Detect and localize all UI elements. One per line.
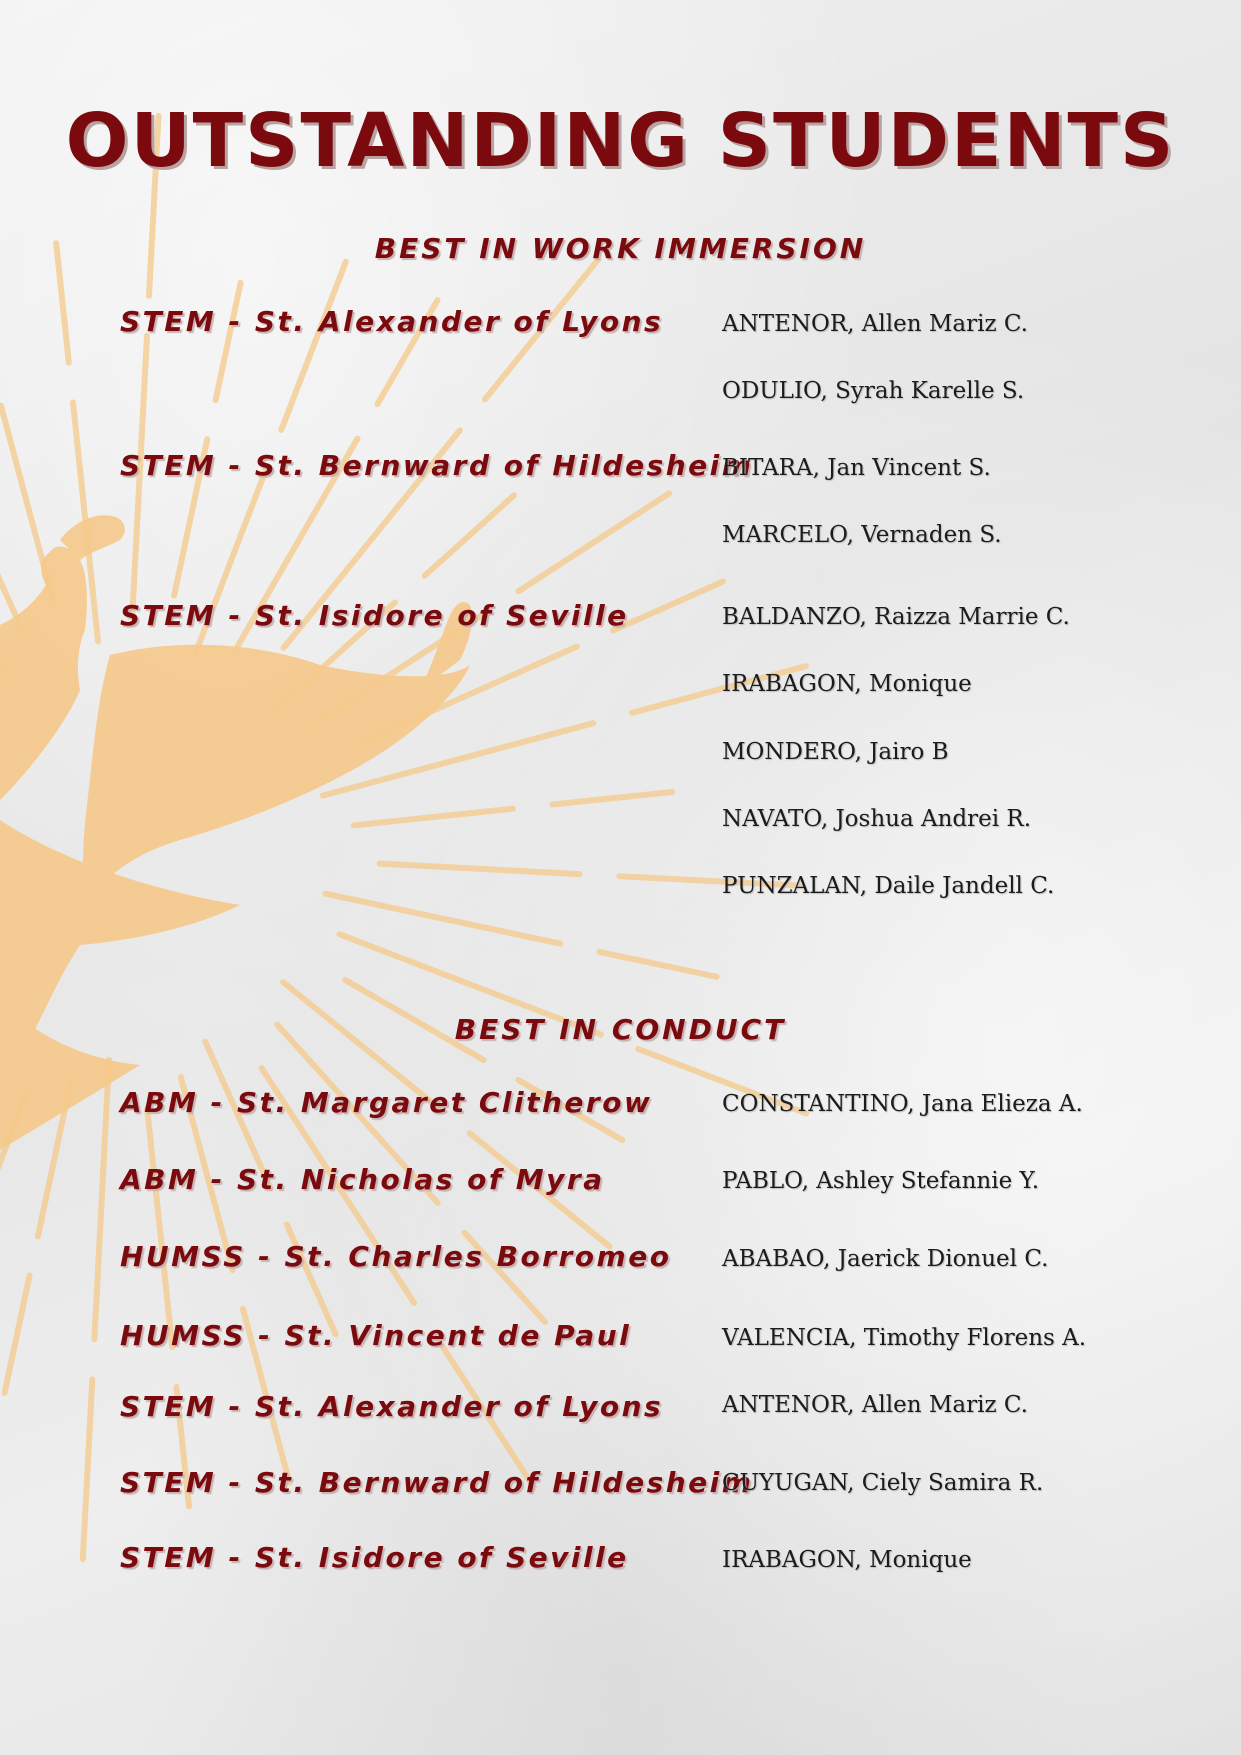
student-name: BALDANZO, Raizza Marrie C.: [722, 604, 1070, 630]
student-name: PUNZALAN, Daile Jandell C.: [722, 873, 1055, 899]
light-ray: [94, 1060, 109, 1340]
section-label: HUMSS - St. Vincent de Paul: [120, 1319, 632, 1352]
section-label: STEM - St. Alexander of Lyons: [120, 305, 664, 338]
student-name: IRABAGON, Monique: [722, 671, 972, 697]
section-label: ABM - St. Margaret Clitherow: [120, 1086, 653, 1119]
section-label: STEM - St. Bernward of Hildesheim: [120, 449, 754, 482]
section-label: HUMSS - St. Charles Borromeo: [120, 1240, 672, 1273]
light-ray: [613, 582, 723, 631]
light-ray: [147, 1109, 172, 1348]
section-label: STEM - St. Isidore of Seville: [120, 1541, 629, 1574]
light-ray: [216, 283, 241, 400]
student-name: ANTENOR, Allen Mariz C.: [722, 1392, 1028, 1418]
section-label: ABM - St. Nicholas of Myra: [120, 1163, 605, 1196]
student-name: ODULIO, Syrah Karelle S.: [722, 378, 1025, 404]
light-ray: [83, 1379, 93, 1559]
section-label: STEM - St. Alexander of Lyons: [120, 1390, 664, 1423]
student-name: NAVATO, Joshua Andrei R.: [722, 806, 1032, 832]
light-ray: [553, 792, 672, 805]
student-name: MONDERO, Jairo B: [722, 739, 949, 765]
conduct-heading: BEST IN CONDUCT: [454, 1013, 787, 1046]
student-name: VALENCIA, Timothy Florens A.: [722, 1325, 1087, 1351]
light-ray: [281, 262, 346, 430]
light-ray: [599, 952, 716, 977]
light-ray: [380, 864, 580, 875]
student-name: CONSTANTINO, Jana Elieza A.: [722, 1091, 1083, 1117]
light-ray: [425, 495, 514, 575]
section-label: STEM - St. Bernward of Hildesheim: [120, 1466, 754, 1499]
light-ray: [325, 894, 560, 944]
student-name: ABABAO, Jaerick Dionuel C.: [722, 1246, 1049, 1272]
student-name: IRABAGON, Monique: [722, 1547, 972, 1573]
student-name: BITARA, Jan Vincent S.: [722, 455, 991, 481]
page-title: OUTSTANDING STUDENTS: [65, 98, 1176, 184]
light-ray: [354, 809, 513, 826]
student-name: CUYUGAN, Ciely Samira R.: [722, 1470, 1044, 1496]
section-label: STEM - St. Isidore of Seville: [120, 599, 629, 632]
student-name: MARCELO, Vernaden S.: [722, 522, 1002, 548]
student-name: ANTENOR, Allen Mariz C.: [722, 311, 1028, 337]
light-ray: [518, 493, 669, 591]
student-name: PABLO, Ashley Stefannie Y.: [722, 1168, 1040, 1194]
light-ray: [5, 1276, 30, 1393]
work-immersion-heading: BEST IN WORK IMMERSION: [374, 232, 867, 265]
